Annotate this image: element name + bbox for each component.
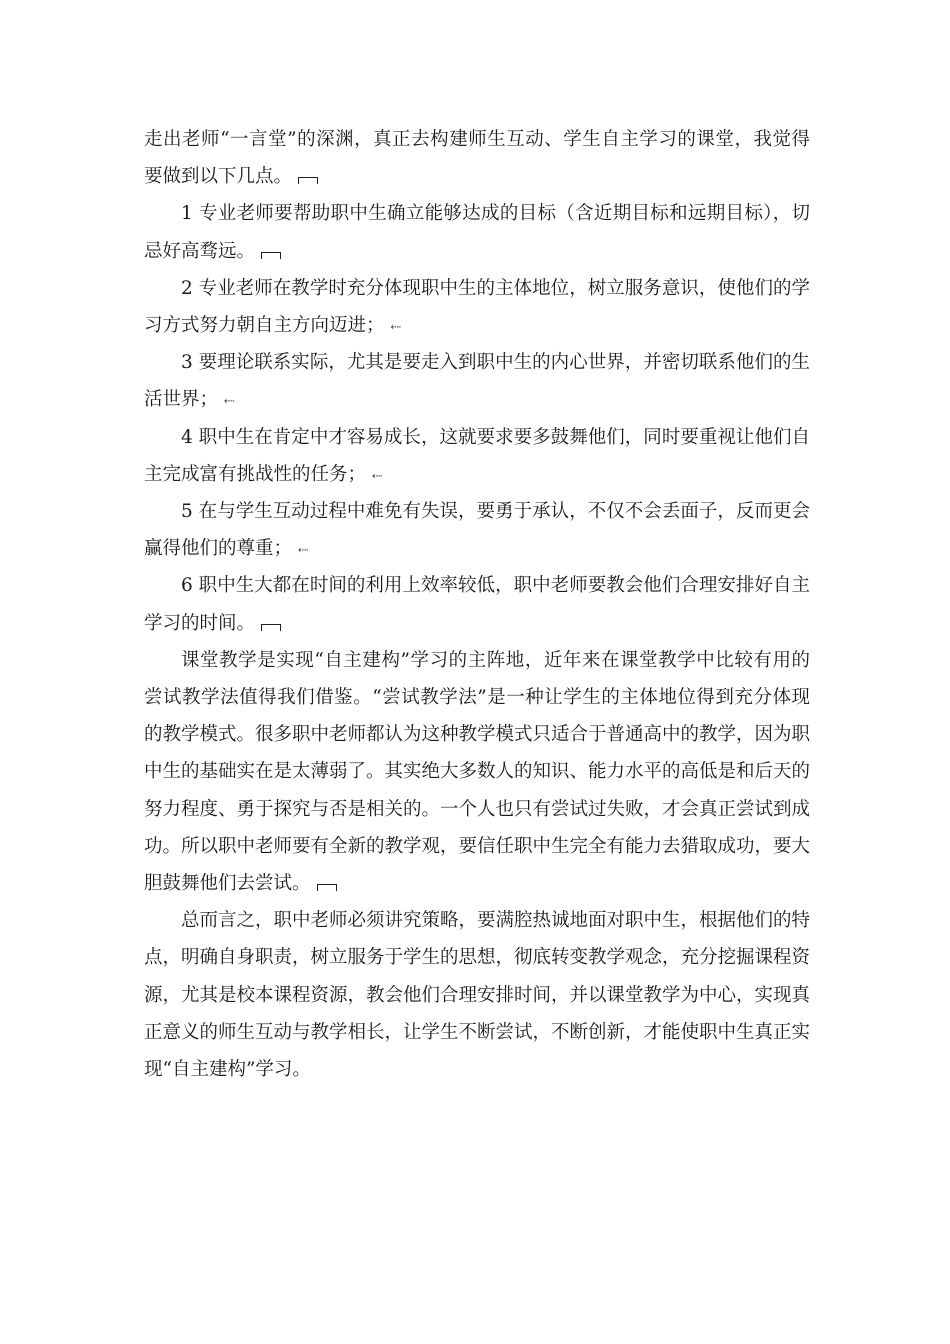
paragraph xyxy=(144,344,810,418)
paragraph-text: 2 专业老师在教学时充分体现职中生的主体地位，树立服务意识，使他们的学习方式努力朝自主方向迈进； xyxy=(144,277,810,337)
paragraph xyxy=(144,567,810,641)
paragraph-text: 6 职中生大都在时间的利用上效率较低，职中老师要教会他们合理安排好自主学习的时间。 xyxy=(144,575,810,634)
paragraph-text: 3 要理论联系实际，尤其是要走入到职中生的内心世界，并密切联系他们的生活世界； xyxy=(144,352,810,411)
paragraph-mark-icon xyxy=(317,884,337,891)
paragraph-text: 走出老师“一言堂”的深渊，真正去构建师生互动、学生自主学习的课堂，我觉得要做到以下几点。 xyxy=(144,129,810,188)
paragraph-text: 课堂教学是实现“自主建构”学习的主阵地，近年来在课堂教学中比较有用的尝试教学法值得我们借鉴。“尝试教学法”是一种让学生的主体地位得到充分体现的教学模式。很多职中老师都认为这种教学模式只适合于普通高中的教学，因为职中生的基础实在是太薄弱了。其实绝大多数人的知识、能力水平的高低是和后天的努力程度、勇于探究与否是相关的。一个人也只有尝试过失败，才会真正尝试到成功。所以职中老师要有全新的教学观，要信任职中生完全有能力去猎取成功，要大胆鼓舞他们去尝试。 xyxy=(144,649,811,895)
paragraph xyxy=(144,419,810,493)
paragraph-text: 5 在与学生互动过程中难免有失误，要勇于承认，不仅不会丢面子，反而更会赢得他们的尊重； xyxy=(144,501,810,560)
paragraph xyxy=(144,493,810,567)
paragraph-text: 1 专业老师要帮助职中生确立能够达成的目标（含近期目标和远期目标），切忌好高骛远。 xyxy=(144,203,810,262)
paragraph xyxy=(144,121,810,195)
paragraph-mark-icon xyxy=(261,252,281,259)
paragraph xyxy=(144,270,810,344)
line-break-arrow-icon: ⇠ xyxy=(372,468,383,484)
document-body xyxy=(144,121,810,1088)
line-break-arrow-icon: ⇠ xyxy=(390,320,402,336)
paragraph xyxy=(144,902,810,1088)
paragraph xyxy=(144,195,810,269)
paragraph-text: 总而言之，职中老师必须讲究策略，要满腔热诚地面对职中生，根据他们的特点，明确自身职责，树立服务于学生的思想，彻底转变教学观念，充分挖掘课程资源，尤其是校本课程资源，教会他们合理安排时间，并以课堂教学为中心，实现真正意义的师生互动与教学相长，让学生不断尝试，不断创新，才能使职中生真正实现“自主建构”学习。 xyxy=(144,910,811,1081)
paragraph xyxy=(144,642,810,902)
paragraph-mark-icon xyxy=(261,624,281,631)
paragraph-mark-icon xyxy=(298,177,318,184)
line-break-arrow-icon: ⇠ xyxy=(224,394,235,410)
line-break-arrow-icon: ⇠ xyxy=(298,543,309,559)
paragraph-text: 4 职中生在肯定中才容易成长，这就要求要多鼓舞他们，同时要重视让他们自主完成富有挑战性的任务； xyxy=(144,426,810,485)
